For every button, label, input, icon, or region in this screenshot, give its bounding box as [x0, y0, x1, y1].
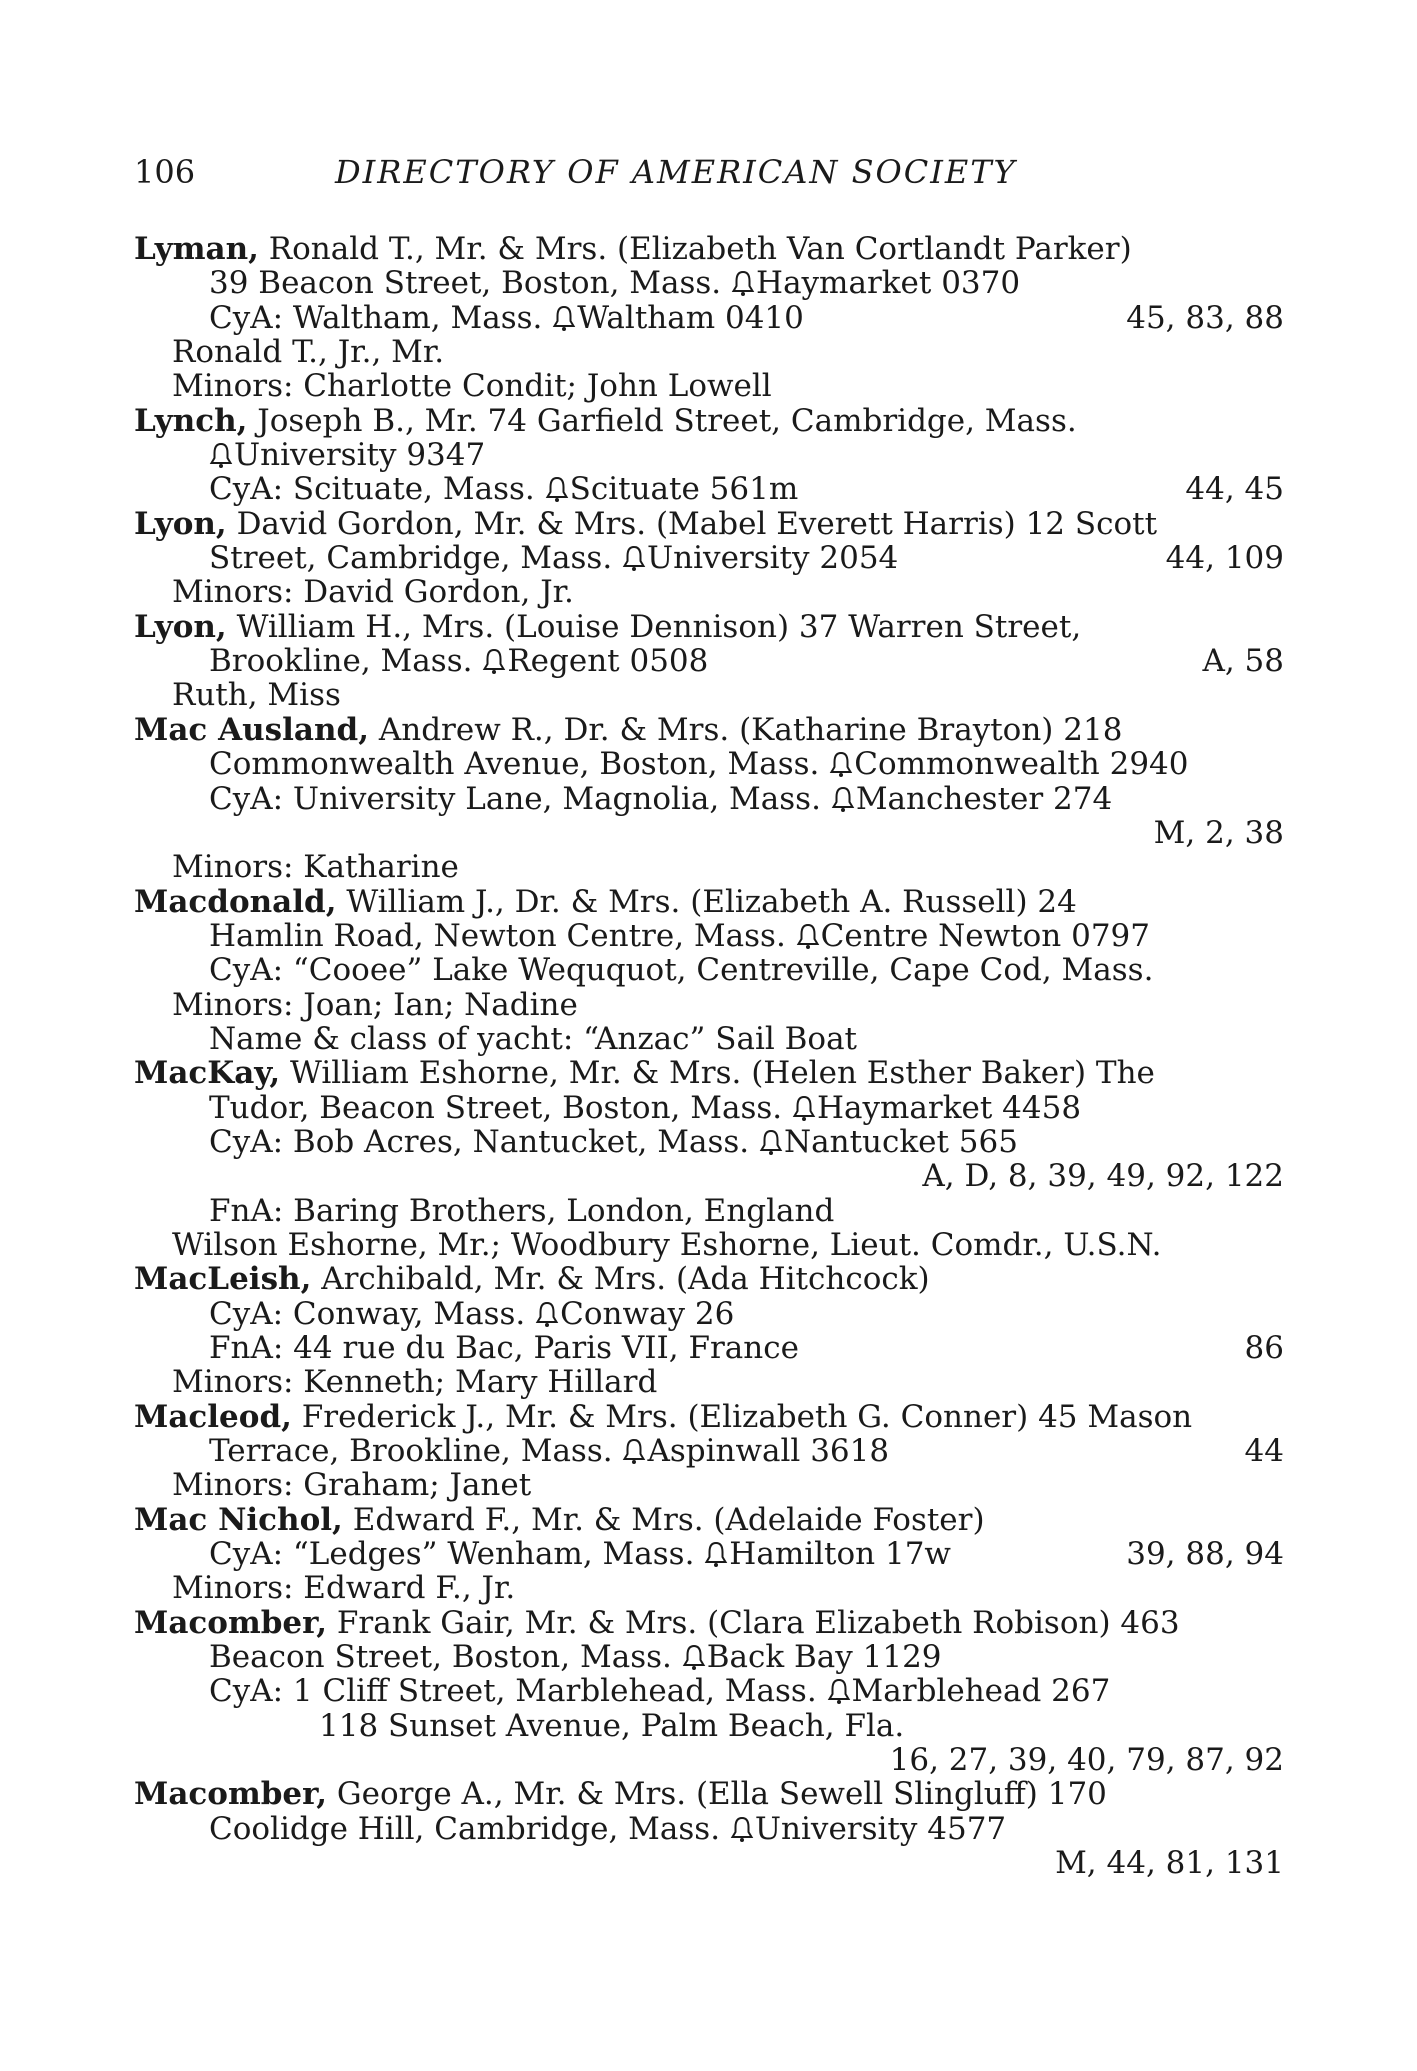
- surname: Lyon,: [134, 505, 227, 542]
- phone-number: Hamilton 17w: [729, 1536, 951, 1573]
- surname: Macomber,: [134, 1776, 328, 1813]
- address-line: 39 Beacon Street, Boston, Mass. Haymarket 0370: [209, 265, 1021, 302]
- phone-number: Regent 0508: [507, 643, 709, 680]
- names-text: Ronald T., Mr. & Mrs. (Elizabeth Van Cortlandt Parker): [258, 231, 1132, 267]
- entry-header-line: [134, 507, 1284, 541]
- telephone-bell-icon: [682, 1643, 706, 1671]
- surname: Mac Nichol,: [134, 1501, 343, 1538]
- surname: Macdonald,: [134, 883, 337, 920]
- winter-address-line: 118 Sunset Avenue, Palm Beach, Fla.: [319, 1707, 905, 1744]
- address-line: Coolidge Hill, Cambridge, Mass. University 4577: [209, 1810, 1007, 1847]
- names-text: William H., Mrs. (Louise Dennison) 37 Warren Street,: [226, 608, 1082, 645]
- telephone-bell-icon: [731, 269, 755, 297]
- phone-number: Scituate 561m: [569, 471, 799, 508]
- telephone-bell-icon: [827, 1677, 851, 1705]
- country-address-line: CyA: 1 Cliff Street, Marblehead, Mass. Marblehead 267: [209, 1673, 1111, 1710]
- country-address-line: CyA: Waltham, Mass. Waltham 0410 45, 83, 88: [209, 299, 1284, 336]
- phone-number: Haymarket 0370: [756, 265, 1021, 302]
- minors-line: Minors: Katharine: [172, 849, 459, 886]
- telephone-bell-icon: [792, 1094, 816, 1122]
- phone-number: University 4577: [754, 1810, 1007, 1847]
- club-references: 44, 45: [1185, 471, 1284, 508]
- club-references: 39, 88, 94: [1126, 1536, 1284, 1573]
- family-member-line: Wilson Eshorne, Mr.; Woodbury Eshorne, Lieut. Comdr., U.S.N.: [172, 1226, 1162, 1263]
- names-text: Edward F., Mr. & Mrs. (Adelaide Foster): [342, 1501, 985, 1538]
- phone-number: University 2054: [647, 540, 899, 577]
- phone-number: University 9347: [234, 437, 486, 474]
- minors-line: Minors: Charlotte Condit; John Lowell: [172, 368, 772, 405]
- surname: Macomber,: [134, 1604, 328, 1641]
- names-text: George A., Mr. & Mrs. (Ella Sewell Slingluff) 170: [327, 1776, 1107, 1813]
- telephone-bell-icon: [545, 475, 569, 503]
- names-text: William J., Dr. & Mrs. (Elizabeth A. Russell) 24: [336, 883, 1077, 920]
- running-title: DIRECTORY OF AMERICAN SOCIETY: [335, 153, 1017, 191]
- address-line: Brookline, Mass. Regent 0508 A, 58: [209, 643, 1284, 680]
- directory-listing: [134, 232, 1284, 1881]
- telephone-bell-icon: [831, 785, 855, 813]
- entry-header-line: [134, 1606, 1284, 1640]
- entry-header-line: [134, 1503, 1284, 1537]
- family-member-line: Ruth, Miss: [172, 677, 341, 714]
- country-address-line: CyA: “Ledges” Wenham, Mass. Hamilton 17w 39, 88, 94: [209, 1536, 1284, 1573]
- club-references: M, 2, 38: [1153, 814, 1284, 851]
- foreign-address-line: FnA: Baring Brothers, London, England: [209, 1192, 835, 1229]
- names-text: Frederick J., Mr. & Mrs. (Elizabeth G. Conner) 45 Mason: [291, 1398, 1193, 1435]
- names-text: Joseph B., Mr. 74 Garfield Street, Cambridge, Mass.: [247, 402, 1077, 439]
- minors-line: Minors: Edward F., Jr.: [172, 1570, 516, 1607]
- club-references: 45, 83, 88: [1126, 299, 1284, 336]
- telephone-bell-icon: [535, 1300, 559, 1328]
- telephone-bell-icon: [704, 1540, 728, 1568]
- telephone-bell-icon: [209, 441, 233, 469]
- phone-number: Nantucket 565: [784, 1123, 1018, 1160]
- surname: Lyon,: [134, 608, 227, 645]
- entry-header-line: [134, 1262, 1284, 1296]
- phone-number: Manchester 274: [855, 780, 1113, 817]
- telephone-bell-icon: [552, 304, 576, 332]
- surname: Macleod,: [134, 1398, 292, 1435]
- country-address-line: CyA: Conway, Mass. Conway 26: [209, 1295, 735, 1332]
- phone-number: Waltham 0410: [577, 299, 804, 336]
- entry-header-line: [134, 1400, 1284, 1434]
- minors-line: Minors: Joan; Ian; Nadine: [172, 986, 578, 1023]
- telephone-bell-icon: [622, 1437, 646, 1465]
- address-line: Tudor, Beacon Street, Boston, Mass. Haymarket 4458: [209, 1089, 1082, 1126]
- phone-number: Aspinwall 3618: [647, 1433, 890, 1470]
- club-references: M, 44, 81, 131: [1055, 1845, 1284, 1882]
- telephone-bell-icon: [622, 544, 646, 572]
- names-text: David Gordon, Mr. & Mrs. (Mabel Everett Harris) 12 Scott: [226, 505, 1158, 542]
- club-references-line: [134, 1743, 1284, 1777]
- minors-line: Minors: Kenneth; Mary Hillard: [172, 1364, 658, 1401]
- address-line: Commonwealth Avenue, Boston, Mass. Commonwealth 2940: [209, 746, 1189, 783]
- names-text: Frank Gair, Mr. & Mrs. (Clara Elizabeth Robison) 463: [327, 1604, 1180, 1641]
- phone-number: Haymarket 4458: [817, 1089, 1082, 1126]
- phone-number: Conway 26: [560, 1295, 735, 1332]
- address-line: Street, Cambridge, Mass. University 2054 44, 109: [209, 540, 1284, 577]
- entry-header-line: [134, 1056, 1284, 1090]
- club-references-line: [134, 1159, 1284, 1193]
- yacht-line: Name & class of yacht: “Anzac” Sail Boat: [209, 1020, 858, 1057]
- surname: MacKay,: [134, 1055, 281, 1092]
- surname: Lynch,: [134, 402, 248, 439]
- telephone-bell-icon: [796, 922, 820, 950]
- club-references: A, 58: [1202, 643, 1284, 680]
- entry-header-line: [134, 404, 1284, 438]
- address-line: Terrace, Brookline, Mass. Aspinwall 3618 44: [209, 1433, 1284, 1470]
- minors-line: Minors: Graham; Janet: [172, 1467, 532, 1504]
- names-text: Andrew R., Dr. & Mrs. (Katharine Brayton) 218: [368, 711, 1123, 748]
- phone-number: Marblehead 267: [851, 1673, 1111, 1710]
- telephone-bell-icon: [730, 1815, 754, 1843]
- country-address-line: CyA: University Lane, Magnolia, Mass. Manchester 274: [209, 780, 1113, 817]
- phone-number: Back Bay 1129: [706, 1639, 942, 1676]
- surname: Lyman,: [134, 231, 259, 267]
- entry-header-line: [134, 1777, 1284, 1811]
- foreign-address-line: FnA: 44 rue du Bac, Paris VII, France 86: [209, 1330, 1284, 1366]
- address-line: [134, 438, 1284, 472]
- club-references: 86: [1244, 1330, 1284, 1366]
- club-references: A, D, 8, 39, 49, 92, 122: [922, 1158, 1284, 1195]
- telephone-bell-icon: [482, 647, 506, 675]
- telephone-bell-icon: [759, 1128, 783, 1156]
- club-references-line: [134, 1846, 1284, 1880]
- minors-line: Minors: David Gordon, Jr.: [172, 574, 574, 611]
- club-references: 16, 27, 39, 40, 79, 87, 92: [889, 1742, 1284, 1779]
- phone-number: Centre Newton 0797: [820, 917, 1151, 954]
- address-line: Hamlin Road, Newton Centre, Mass. Centre Newton 0797: [209, 917, 1151, 954]
- phone-number: Commonwealth 2940: [854, 746, 1189, 783]
- family-member-line: Ronald T., Jr., Mr.: [172, 334, 445, 371]
- club-references: 44, 109: [1165, 540, 1284, 577]
- names-text: Archibald, Mr. & Mrs. (Ada Hitchcock): [311, 1261, 930, 1298]
- telephone-bell-icon: [829, 750, 853, 778]
- entry-header-line: [134, 713, 1284, 747]
- surname: Mac Ausland,: [134, 711, 369, 748]
- address-line: Beacon Street, Boston, Mass. Back Bay 1129: [209, 1639, 942, 1676]
- page-header: [134, 153, 1284, 197]
- club-references: 44: [1244, 1433, 1284, 1470]
- page-number: 106: [134, 153, 196, 191]
- surname: MacLeish,: [134, 1261, 312, 1298]
- entry-header-line: [134, 610, 1284, 644]
- entry-header-line: [134, 885, 1284, 919]
- country-address-line: CyA: Scituate, Mass. Scituate 561m 44, 45: [209, 471, 1284, 508]
- entry-header-line: [134, 232, 1284, 266]
- country-address-line: CyA: Bob Acres, Nantucket, Mass. Nantucket 565: [209, 1123, 1018, 1160]
- names-text: William Eshorne, Mr. & Mrs. (Helen Esther Baker) The: [280, 1055, 1155, 1092]
- club-references-line: [134, 816, 1284, 850]
- country-address-line: CyA: “Cooee” Lake Weququot, Centreville, Cape Cod, Mass.: [209, 952, 1154, 989]
